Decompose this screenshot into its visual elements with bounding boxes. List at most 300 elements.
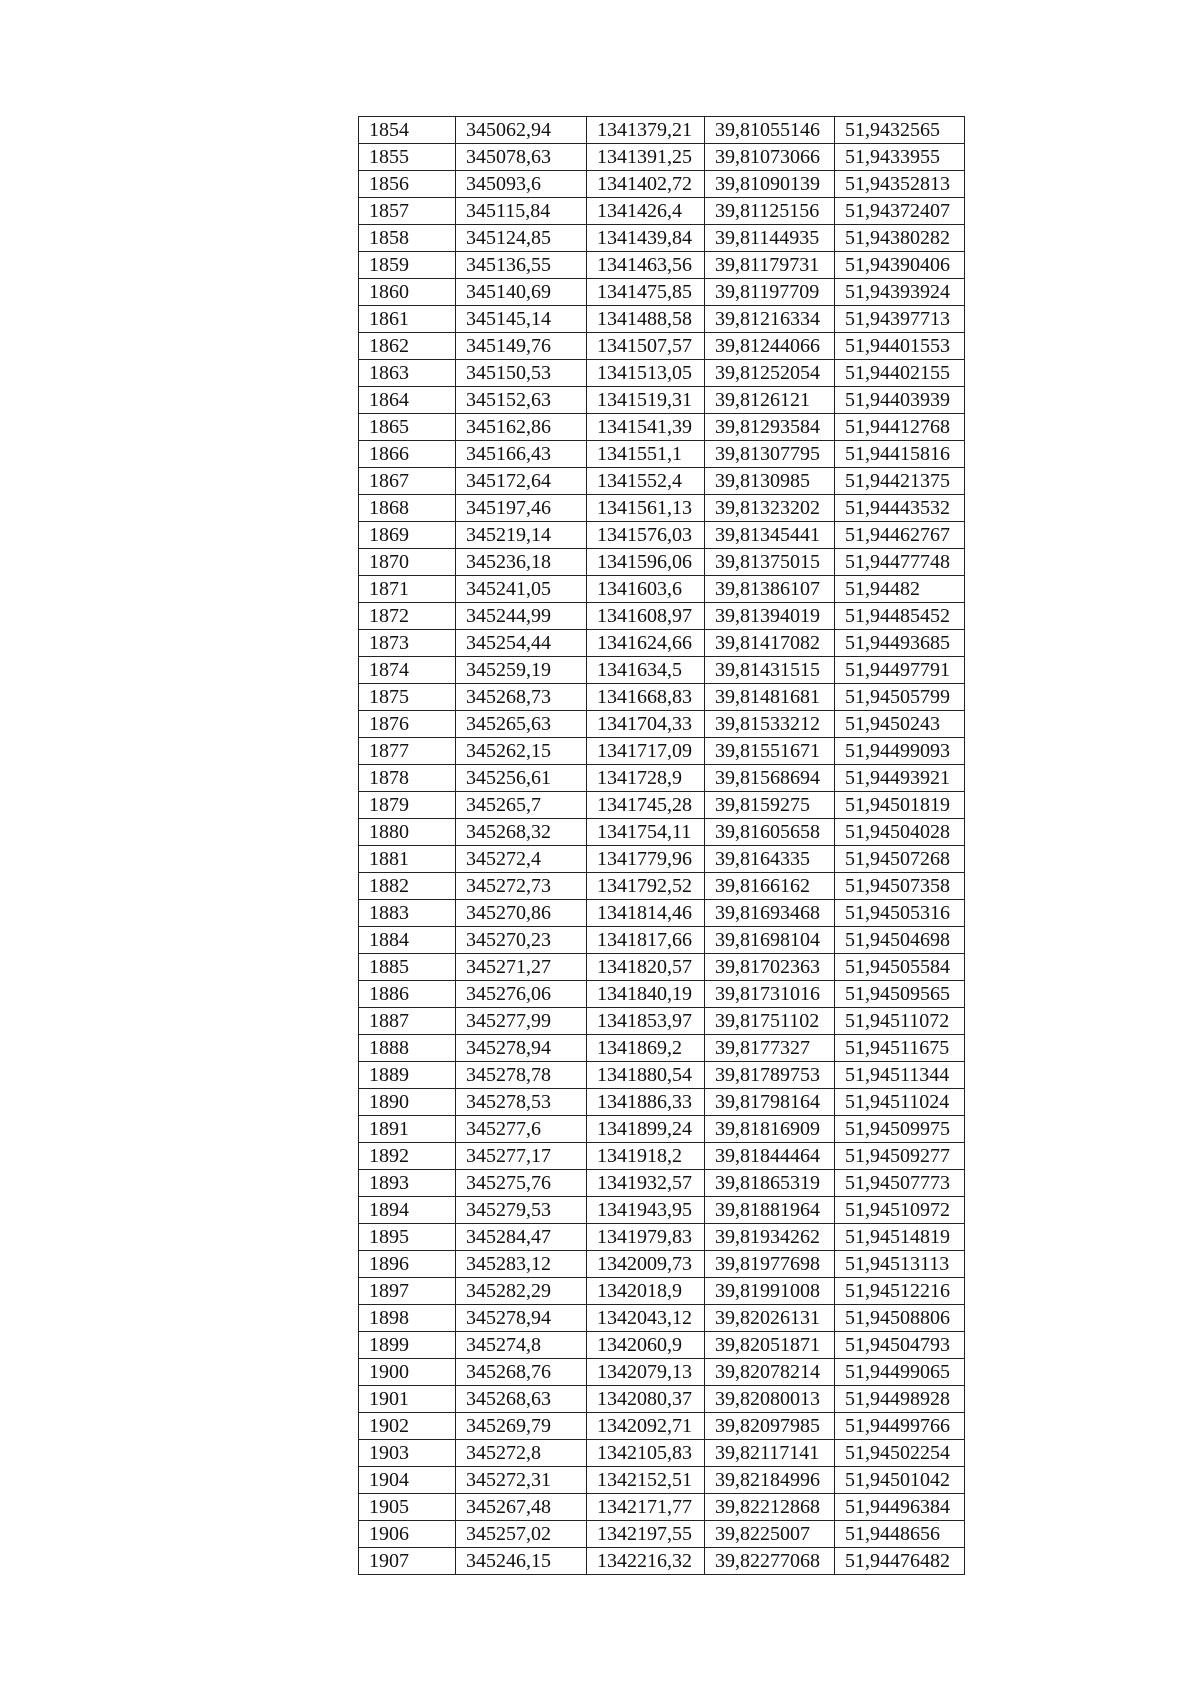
y-coordinate-cell: 1341552,4 [587, 468, 705, 495]
y-coordinate-cell: 1341541,39 [587, 414, 705, 441]
latitude-cell: 39,81731016 [705, 981, 835, 1008]
y-coordinate-cell: 1341754,11 [587, 819, 705, 846]
latitude-cell: 39,81934262 [705, 1224, 835, 1251]
point-number-cell: 1877 [359, 738, 456, 765]
x-coordinate-cell: 345246,15 [456, 1548, 587, 1575]
y-coordinate-cell: 1341608,97 [587, 603, 705, 630]
point-number-cell: 1904 [359, 1467, 456, 1494]
latitude-cell: 39,81568694 [705, 765, 835, 792]
x-coordinate-cell: 345268,63 [456, 1386, 587, 1413]
latitude-cell: 39,8164335 [705, 846, 835, 873]
x-coordinate-cell: 345268,73 [456, 684, 587, 711]
longitude-cell: 51,94511344 [835, 1062, 965, 1089]
longitude-cell: 51,94504793 [835, 1332, 965, 1359]
table-row [359, 414, 965, 441]
table-row [359, 1116, 965, 1143]
latitude-cell: 39,81551671 [705, 738, 835, 765]
y-coordinate-cell: 1341932,57 [587, 1170, 705, 1197]
latitude-cell: 39,81417082 [705, 630, 835, 657]
longitude-cell: 51,94421375 [835, 468, 965, 495]
table-row [359, 630, 965, 657]
x-coordinate-cell: 345277,99 [456, 1008, 587, 1035]
longitude-cell: 51,94493685 [835, 630, 965, 657]
table-row [359, 360, 965, 387]
table-row [359, 468, 965, 495]
table-row [359, 954, 965, 981]
latitude-cell: 39,81844464 [705, 1143, 835, 1170]
latitude-cell: 39,8225007 [705, 1521, 835, 1548]
longitude-cell: 51,94462767 [835, 522, 965, 549]
point-number-cell: 1879 [359, 792, 456, 819]
point-number-cell: 1863 [359, 360, 456, 387]
y-coordinate-cell: 1342080,37 [587, 1386, 705, 1413]
table-row [359, 603, 965, 630]
point-number-cell: 1899 [359, 1332, 456, 1359]
x-coordinate-cell: 345236,18 [456, 549, 587, 576]
longitude-cell: 51,94415816 [835, 441, 965, 468]
x-coordinate-cell: 345278,94 [456, 1305, 587, 1332]
longitude-cell: 51,94372407 [835, 198, 965, 225]
y-coordinate-cell: 1342105,83 [587, 1440, 705, 1467]
latitude-cell: 39,81991008 [705, 1278, 835, 1305]
point-number-cell: 1900 [359, 1359, 456, 1386]
point-number-cell: 1871 [359, 576, 456, 603]
y-coordinate-cell: 1342043,12 [587, 1305, 705, 1332]
longitude-cell: 51,94507268 [835, 846, 965, 873]
point-number-cell: 1865 [359, 414, 456, 441]
y-coordinate-cell: 1341402,72 [587, 171, 705, 198]
table-row [359, 1062, 965, 1089]
table-row [359, 1440, 965, 1467]
latitude-cell: 39,82184996 [705, 1467, 835, 1494]
longitude-cell: 51,94412768 [835, 414, 965, 441]
latitude-cell: 39,8177327 [705, 1035, 835, 1062]
y-coordinate-cell: 1342092,71 [587, 1413, 705, 1440]
latitude-cell: 39,81197709 [705, 279, 835, 306]
x-coordinate-cell: 345149,76 [456, 333, 587, 360]
table-row [359, 738, 965, 765]
table-row [359, 657, 965, 684]
latitude-cell: 39,81881964 [705, 1197, 835, 1224]
longitude-cell: 51,94509975 [835, 1116, 965, 1143]
y-coordinate-cell: 1341379,21 [587, 117, 705, 144]
table-row [359, 171, 965, 198]
y-coordinate-cell: 1341792,52 [587, 873, 705, 900]
point-number-cell: 1867 [359, 468, 456, 495]
table-row [359, 333, 965, 360]
point-number-cell: 1873 [359, 630, 456, 657]
point-number-cell: 1896 [359, 1251, 456, 1278]
y-coordinate-cell: 1341576,03 [587, 522, 705, 549]
y-coordinate-cell: 1341463,56 [587, 252, 705, 279]
point-number-cell: 1882 [359, 873, 456, 900]
table-row [359, 549, 965, 576]
longitude-cell: 51,94496384 [835, 1494, 965, 1521]
table-row [359, 1359, 965, 1386]
point-number-cell: 1894 [359, 1197, 456, 1224]
x-coordinate-cell: 345172,64 [456, 468, 587, 495]
table-row [359, 144, 965, 171]
x-coordinate-cell: 345166,43 [456, 441, 587, 468]
x-coordinate-cell: 345254,44 [456, 630, 587, 657]
table-row [359, 495, 965, 522]
latitude-cell: 39,8126121 [705, 387, 835, 414]
y-coordinate-cell: 1341943,95 [587, 1197, 705, 1224]
table-row [359, 1305, 965, 1332]
latitude-cell: 39,81533212 [705, 711, 835, 738]
table-row [359, 1413, 965, 1440]
point-number-cell: 1906 [359, 1521, 456, 1548]
latitude-cell: 39,81375015 [705, 549, 835, 576]
point-number-cell: 1887 [359, 1008, 456, 1035]
table-row [359, 684, 965, 711]
y-coordinate-cell: 1341880,54 [587, 1062, 705, 1089]
table-row [359, 441, 965, 468]
y-coordinate-cell: 1341561,13 [587, 495, 705, 522]
point-number-cell: 1869 [359, 522, 456, 549]
x-coordinate-cell: 345262,15 [456, 738, 587, 765]
x-coordinate-cell: 345244,99 [456, 603, 587, 630]
longitude-cell: 51,94505584 [835, 954, 965, 981]
table-row [359, 279, 965, 306]
point-number-cell: 1872 [359, 603, 456, 630]
longitude-cell: 51,94510972 [835, 1197, 965, 1224]
y-coordinate-cell: 1341668,83 [587, 684, 705, 711]
point-number-cell: 1866 [359, 441, 456, 468]
table-row [359, 1386, 965, 1413]
x-coordinate-cell: 345268,76 [456, 1359, 587, 1386]
x-coordinate-cell: 345276,06 [456, 981, 587, 1008]
point-number-cell: 1854 [359, 117, 456, 144]
y-coordinate-cell: 1341704,33 [587, 711, 705, 738]
latitude-cell: 39,81216334 [705, 306, 835, 333]
longitude-cell: 51,94476482 [835, 1548, 965, 1575]
longitude-cell: 51,94493921 [835, 765, 965, 792]
point-number-cell: 1890 [359, 1089, 456, 1116]
x-coordinate-cell: 345150,53 [456, 360, 587, 387]
y-coordinate-cell: 1342171,77 [587, 1494, 705, 1521]
x-coordinate-cell: 345282,29 [456, 1278, 587, 1305]
point-number-cell: 1885 [359, 954, 456, 981]
point-number-cell: 1897 [359, 1278, 456, 1305]
longitude-cell: 51,94502254 [835, 1440, 965, 1467]
latitude-cell: 39,82078214 [705, 1359, 835, 1386]
y-coordinate-cell: 1341814,46 [587, 900, 705, 927]
latitude-cell: 39,81307795 [705, 441, 835, 468]
x-coordinate-cell: 345269,79 [456, 1413, 587, 1440]
y-coordinate-cell: 1341820,57 [587, 954, 705, 981]
longitude-cell: 51,9448656 [835, 1521, 965, 1548]
y-coordinate-cell: 1342152,51 [587, 1467, 705, 1494]
latitude-cell: 39,81605658 [705, 819, 835, 846]
y-coordinate-cell: 1341717,09 [587, 738, 705, 765]
longitude-cell: 51,94497791 [835, 657, 965, 684]
table-row [359, 1332, 965, 1359]
y-coordinate-cell: 1341728,9 [587, 765, 705, 792]
latitude-cell: 39,81179731 [705, 252, 835, 279]
x-coordinate-cell: 345093,6 [456, 171, 587, 198]
x-coordinate-cell: 345271,27 [456, 954, 587, 981]
longitude-cell: 51,94511072 [835, 1008, 965, 1035]
longitude-cell: 51,94507773 [835, 1170, 965, 1197]
x-coordinate-cell: 345140,69 [456, 279, 587, 306]
x-coordinate-cell: 345274,8 [456, 1332, 587, 1359]
table-row [359, 900, 965, 927]
latitude-cell: 39,81323202 [705, 495, 835, 522]
point-number-cell: 1892 [359, 1143, 456, 1170]
x-coordinate-cell: 345278,78 [456, 1062, 587, 1089]
y-coordinate-cell: 1341979,83 [587, 1224, 705, 1251]
table-row [359, 1008, 965, 1035]
point-number-cell: 1880 [359, 819, 456, 846]
longitude-cell: 51,94477748 [835, 549, 965, 576]
point-number-cell: 1902 [359, 1413, 456, 1440]
table-row [359, 1548, 965, 1575]
longitude-cell: 51,9450243 [835, 711, 965, 738]
longitude-cell: 51,94485452 [835, 603, 965, 630]
x-coordinate-cell: 345267,48 [456, 1494, 587, 1521]
longitude-cell: 51,94511024 [835, 1089, 965, 1116]
latitude-cell: 39,82097985 [705, 1413, 835, 1440]
coordinates-table-body [359, 117, 965, 1575]
y-coordinate-cell: 1341551,1 [587, 441, 705, 468]
table-row [359, 1170, 965, 1197]
x-coordinate-cell: 345270,86 [456, 900, 587, 927]
longitude-cell: 51,94509277 [835, 1143, 965, 1170]
table-row [359, 1494, 965, 1521]
latitude-cell: 39,8130985 [705, 468, 835, 495]
point-number-cell: 1874 [359, 657, 456, 684]
y-coordinate-cell: 1341817,66 [587, 927, 705, 954]
latitude-cell: 39,81144935 [705, 225, 835, 252]
y-coordinate-cell: 1341886,33 [587, 1089, 705, 1116]
point-number-cell: 1878 [359, 765, 456, 792]
longitude-cell: 51,9433955 [835, 144, 965, 171]
x-coordinate-cell: 345272,8 [456, 1440, 587, 1467]
longitude-cell: 51,94504698 [835, 927, 965, 954]
latitude-cell: 39,82277068 [705, 1548, 835, 1575]
latitude-cell: 39,81977698 [705, 1251, 835, 1278]
y-coordinate-cell: 1341507,57 [587, 333, 705, 360]
x-coordinate-cell: 345062,94 [456, 117, 587, 144]
table-row [359, 873, 965, 900]
table-row [359, 522, 965, 549]
point-number-cell: 1862 [359, 333, 456, 360]
y-coordinate-cell: 1342216,32 [587, 1548, 705, 1575]
latitude-cell: 39,8166162 [705, 873, 835, 900]
latitude-cell: 39,81394019 [705, 603, 835, 630]
latitude-cell: 39,81055146 [705, 117, 835, 144]
latitude-cell: 39,81816909 [705, 1116, 835, 1143]
x-coordinate-cell: 345270,23 [456, 927, 587, 954]
y-coordinate-cell: 1342009,73 [587, 1251, 705, 1278]
table-row [359, 1197, 965, 1224]
coordinates-table [358, 116, 965, 1575]
latitude-cell: 39,81789753 [705, 1062, 835, 1089]
x-coordinate-cell: 345272,31 [456, 1467, 587, 1494]
x-coordinate-cell: 345259,19 [456, 657, 587, 684]
point-number-cell: 1861 [359, 306, 456, 333]
x-coordinate-cell: 345115,84 [456, 198, 587, 225]
latitude-cell: 39,81293584 [705, 414, 835, 441]
table-row [359, 576, 965, 603]
table-row [359, 117, 965, 144]
longitude-cell: 51,94443532 [835, 495, 965, 522]
x-coordinate-cell: 345278,94 [456, 1035, 587, 1062]
y-coordinate-cell: 1341840,19 [587, 981, 705, 1008]
longitude-cell: 51,94352813 [835, 171, 965, 198]
x-coordinate-cell: 345268,32 [456, 819, 587, 846]
point-number-cell: 1907 [359, 1548, 456, 1575]
x-coordinate-cell: 345136,55 [456, 252, 587, 279]
point-number-cell: 1886 [359, 981, 456, 1008]
latitude-cell: 39,81090139 [705, 171, 835, 198]
table-row [359, 927, 965, 954]
point-number-cell: 1888 [359, 1035, 456, 1062]
longitude-cell: 51,94390406 [835, 252, 965, 279]
y-coordinate-cell: 1341603,6 [587, 576, 705, 603]
y-coordinate-cell: 1341634,5 [587, 657, 705, 684]
latitude-cell: 39,81702363 [705, 954, 835, 981]
x-coordinate-cell: 345275,76 [456, 1170, 587, 1197]
longitude-cell: 51,94397713 [835, 306, 965, 333]
x-coordinate-cell: 345265,63 [456, 711, 587, 738]
longitude-cell: 51,94509565 [835, 981, 965, 1008]
x-coordinate-cell: 345278,53 [456, 1089, 587, 1116]
x-coordinate-cell: 345078,63 [456, 144, 587, 171]
longitude-cell: 51,94513113 [835, 1251, 965, 1278]
latitude-cell: 39,8159275 [705, 792, 835, 819]
y-coordinate-cell: 1341439,84 [587, 225, 705, 252]
y-coordinate-cell: 1341513,05 [587, 360, 705, 387]
table-row [359, 1467, 965, 1494]
x-coordinate-cell: 345277,6 [456, 1116, 587, 1143]
point-number-cell: 1870 [359, 549, 456, 576]
table-row [359, 387, 965, 414]
latitude-cell: 39,81386107 [705, 576, 835, 603]
table-row [359, 1251, 965, 1278]
point-number-cell: 1903 [359, 1440, 456, 1467]
latitude-cell: 39,81244066 [705, 333, 835, 360]
x-coordinate-cell: 345256,61 [456, 765, 587, 792]
longitude-cell: 51,94402155 [835, 360, 965, 387]
x-coordinate-cell: 345284,47 [456, 1224, 587, 1251]
longitude-cell: 51,94499093 [835, 738, 965, 765]
point-number-cell: 1876 [359, 711, 456, 738]
latitude-cell: 39,81073066 [705, 144, 835, 171]
latitude-cell: 39,81125156 [705, 198, 835, 225]
longitude-cell: 51,94511675 [835, 1035, 965, 1062]
point-number-cell: 1860 [359, 279, 456, 306]
longitude-cell: 51,94504028 [835, 819, 965, 846]
x-coordinate-cell: 345257,02 [456, 1521, 587, 1548]
y-coordinate-cell: 1341853,97 [587, 1008, 705, 1035]
y-coordinate-cell: 1342197,55 [587, 1521, 705, 1548]
table-row [359, 981, 965, 1008]
longitude-cell: 51,94501819 [835, 792, 965, 819]
table-row [359, 711, 965, 738]
point-number-cell: 1889 [359, 1062, 456, 1089]
table-row [359, 198, 965, 225]
x-coordinate-cell: 345219,14 [456, 522, 587, 549]
longitude-cell: 51,94499766 [835, 1413, 965, 1440]
point-number-cell: 1891 [359, 1116, 456, 1143]
longitude-cell: 51,94505316 [835, 900, 965, 927]
table-row [359, 1089, 965, 1116]
point-number-cell: 1875 [359, 684, 456, 711]
longitude-cell: 51,94403939 [835, 387, 965, 414]
latitude-cell: 39,81865319 [705, 1170, 835, 1197]
table-row [359, 792, 965, 819]
latitude-cell: 39,82212868 [705, 1494, 835, 1521]
x-coordinate-cell: 345145,14 [456, 306, 587, 333]
x-coordinate-cell: 345162,86 [456, 414, 587, 441]
x-coordinate-cell: 345279,53 [456, 1197, 587, 1224]
table-row [359, 1521, 965, 1548]
point-number-cell: 1864 [359, 387, 456, 414]
longitude-cell: 51,94514819 [835, 1224, 965, 1251]
point-number-cell: 1895 [359, 1224, 456, 1251]
point-number-cell: 1857 [359, 198, 456, 225]
longitude-cell: 51,94501042 [835, 1467, 965, 1494]
table-row [359, 225, 965, 252]
longitude-cell: 51,94498928 [835, 1386, 965, 1413]
longitude-cell: 51,94401553 [835, 333, 965, 360]
table-row [359, 1278, 965, 1305]
x-coordinate-cell: 345272,73 [456, 873, 587, 900]
latitude-cell: 39,81345441 [705, 522, 835, 549]
point-number-cell: 1901 [359, 1386, 456, 1413]
latitude-cell: 39,81431515 [705, 657, 835, 684]
y-coordinate-cell: 1341519,31 [587, 387, 705, 414]
longitude-cell: 51,94380282 [835, 225, 965, 252]
y-coordinate-cell: 1341918,2 [587, 1143, 705, 1170]
point-number-cell: 1884 [359, 927, 456, 954]
latitude-cell: 39,82117141 [705, 1440, 835, 1467]
x-coordinate-cell: 345283,12 [456, 1251, 587, 1278]
longitude-cell: 51,94393924 [835, 279, 965, 306]
point-number-cell: 1855 [359, 144, 456, 171]
point-number-cell: 1881 [359, 846, 456, 873]
y-coordinate-cell: 1341779,96 [587, 846, 705, 873]
point-number-cell: 1859 [359, 252, 456, 279]
point-number-cell: 1893 [359, 1170, 456, 1197]
x-coordinate-cell: 345152,63 [456, 387, 587, 414]
table-row [359, 1224, 965, 1251]
y-coordinate-cell: 1342060,9 [587, 1332, 705, 1359]
y-coordinate-cell: 1341596,06 [587, 549, 705, 576]
longitude-cell: 51,94512216 [835, 1278, 965, 1305]
latitude-cell: 39,81252054 [705, 360, 835, 387]
y-coordinate-cell: 1341475,85 [587, 279, 705, 306]
x-coordinate-cell: 345277,17 [456, 1143, 587, 1170]
table-row [359, 1035, 965, 1062]
y-coordinate-cell: 1341745,28 [587, 792, 705, 819]
y-coordinate-cell: 1341624,66 [587, 630, 705, 657]
latitude-cell: 39,81751102 [705, 1008, 835, 1035]
y-coordinate-cell: 1341488,58 [587, 306, 705, 333]
x-coordinate-cell: 345124,85 [456, 225, 587, 252]
latitude-cell: 39,81693468 [705, 900, 835, 927]
point-number-cell: 1898 [359, 1305, 456, 1332]
y-coordinate-cell: 1341426,4 [587, 198, 705, 225]
y-coordinate-cell: 1342079,13 [587, 1359, 705, 1386]
point-number-cell: 1905 [359, 1494, 456, 1521]
x-coordinate-cell: 345272,4 [456, 846, 587, 873]
table-row [359, 252, 965, 279]
table-row [359, 306, 965, 333]
latitude-cell: 39,82026131 [705, 1305, 835, 1332]
